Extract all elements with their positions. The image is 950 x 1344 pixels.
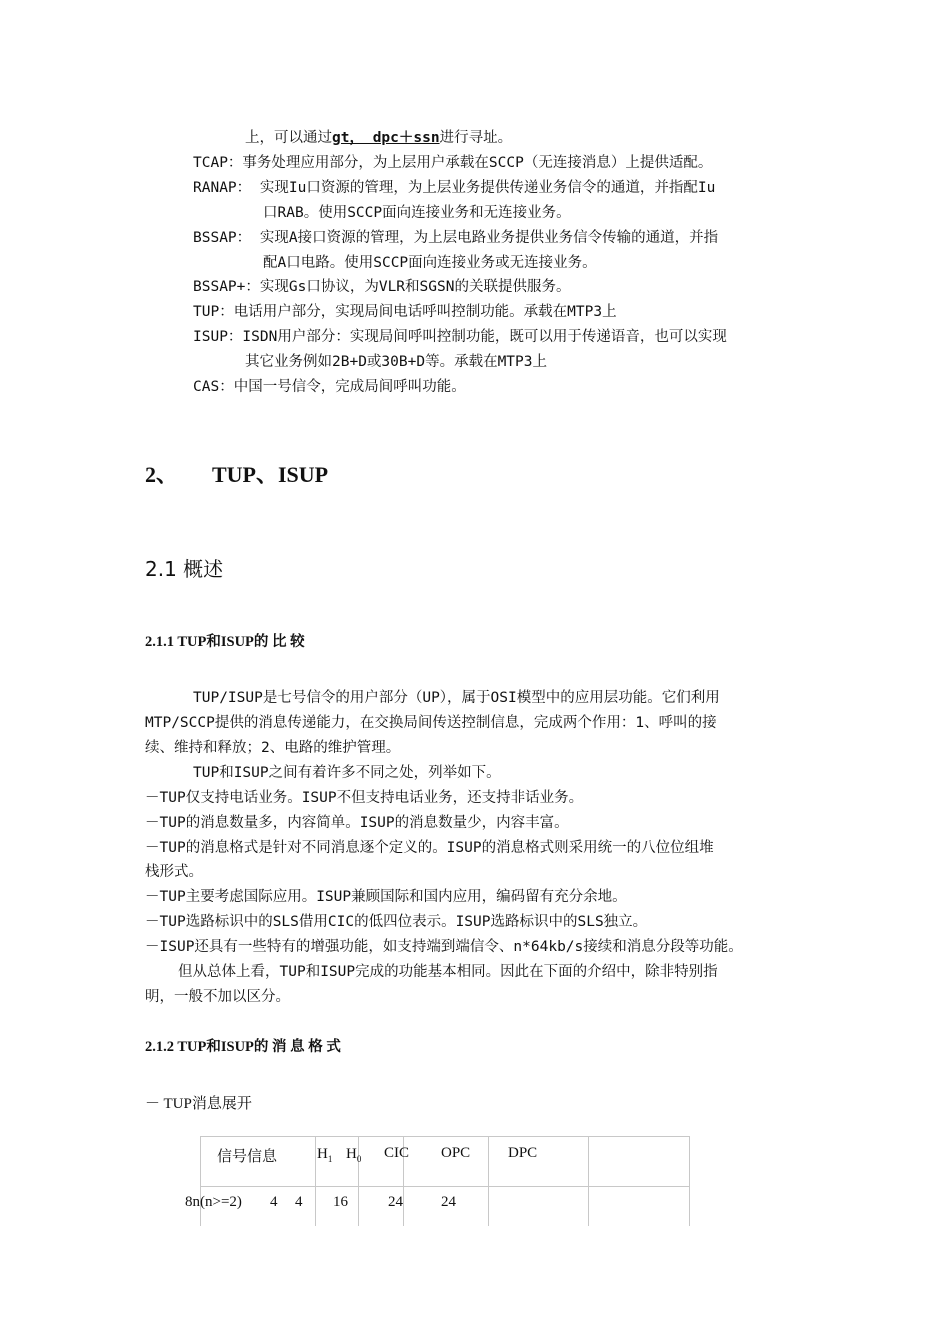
- protocol-ranap-cont: 口RAB。使用SCCP面向连接业务和无连接业务。: [263, 205, 571, 221]
- compare-para-1a: TUP/ISUP是七号信令的用户部分（UP），属于OSI模型中的应用层功能。它们利用: [193, 690, 720, 706]
- row-h0: 4: [295, 1194, 303, 1210]
- table-mid-border: [200, 1186, 690, 1187]
- protocol-tup: TUP：电话用户部分，实现局间电话呼叫控制功能。承载在MTP3上: [193, 304, 617, 320]
- table-vline-1: [315, 1136, 316, 1226]
- compare-para-1b: MTP/SCCP提供的消息传递能力，在交换局间传送控制信息，完成两个作用：1、呼叫的接: [145, 715, 717, 731]
- header-signal-info: 信号信息: [217, 1149, 278, 1165]
- section-2-number: 2、: [145, 462, 179, 487]
- compare-para-2: TUP和ISUP之间有着许多不同之处，列举如下。: [193, 765, 501, 781]
- protocol-isup: ISUP：ISDN用户部分：实现局间呼叫控制功能，既可以用于传递语音，也可以实现: [193, 329, 727, 345]
- protocol-line-1: [245, 128, 512, 148]
- compare-bullet-1: －TUP仅支持电话业务。ISUP不但支持电话业务，还支持非话业务。: [145, 790, 584, 806]
- compare-bullet-5: －TUP选路标识中的SLS借用CIC的低四位表示。ISUP选路标识中的SLS独立。: [145, 914, 648, 930]
- table-vline-left: [200, 1136, 201, 1226]
- row-opc: 24: [388, 1194, 403, 1210]
- compare-para-3b: 明，一般不加以区分。: [145, 989, 290, 1005]
- header-opc: OPC: [441, 1145, 471, 1161]
- table-vline-5: [588, 1136, 589, 1226]
- addr-link: gt， dpc＋ssn: [332, 130, 440, 146]
- tup-message-table: [185, 1136, 690, 1226]
- table-vline-4: [488, 1136, 489, 1226]
- table-vline-right: [689, 1136, 690, 1226]
- section-2-1-1-title: 2.1.1 TUP和ISUP的 比 较: [145, 634, 305, 650]
- addr-text-post: 进行寻址。: [439, 130, 513, 146]
- compare-bullet-3a: －TUP的消息格式是针对不同消息逐个定义的。ISUP的消息格式则采用统一的八位位组堆: [145, 840, 714, 856]
- protocol-isup-cont: 其它业务例如2B+D或30B+D等。承载在MTP3上: [245, 354, 547, 370]
- table-top-border: [200, 1136, 690, 1137]
- row-cic: 16: [333, 1194, 348, 1210]
- section-2-title: TUP、ISUP: [212, 462, 329, 487]
- protocol-cas: CAS：中国一号信令，完成局间呼叫功能。: [193, 379, 466, 395]
- section-2-1-2-title: 2.1.2 TUP和ISUP的 消 息 格 式: [145, 1039, 341, 1055]
- header-h0: $H_0$: [346, 1146, 362, 1164]
- protocol-bssap: BSSAP： 实现A接口资源的管理，为上层电路业务提供业务信令传输的通道，并指: [193, 230, 719, 246]
- protocol-bssap-cont: 配A口电路。使用SCCP面向连接业务或无连接业务。: [263, 255, 597, 271]
- compare-bullet-3b: 栈形式。: [145, 864, 203, 880]
- compare-para-1c: 续、维持和释放；2、电路的维护管理。: [145, 740, 401, 756]
- row-signal-info: 8n(n>=2): [185, 1194, 242, 1210]
- compare-bullet-2: －TUP的消息数量多，内容简单。ISUP的消息数量少，内容丰富。: [145, 815, 569, 831]
- protocol-ranap: RANAP： 实现Iu口资源的管理，为上层业务提供传递业务信令的通道，并指配Iu: [193, 180, 716, 196]
- header-dpc: DPC: [508, 1145, 538, 1161]
- header-h1: $H_1$: [317, 1146, 333, 1164]
- row-h1: 4: [270, 1194, 278, 1210]
- compare-bullet-6: －ISUP还具有一些特有的增强功能，如支持端到端信令、n*64kb/s接续和消息分段等功能。: [145, 939, 743, 955]
- compare-para-3a: 但从总体上看，TUP和ISUP完成的功能基本相同。因此在下面的介绍中，除非特别指: [178, 964, 718, 980]
- protocol-tcap: TCAP：事务处理应用部分，为上层用户承载在SCCP（无连接消息）上提供适配。: [193, 155, 713, 171]
- protocol-bssap-plus: BSSAP+：实现Gs口协议，为VLR和SGSN的关联提供服务。: [193, 279, 571, 295]
- addr-text-pre: 上，可以通过: [245, 130, 332, 146]
- tup-expand-label: － TUP消息展开: [145, 1096, 252, 1112]
- compare-bullet-4: －TUP主要考虑国际应用。ISUP兼顾国际和国内应用，编码留有充分余地。: [145, 889, 627, 905]
- header-cic: CIC: [384, 1145, 410, 1161]
- section-2-1-title: 2.1 概述: [145, 557, 224, 581]
- row-dpc: 24: [441, 1194, 456, 1210]
